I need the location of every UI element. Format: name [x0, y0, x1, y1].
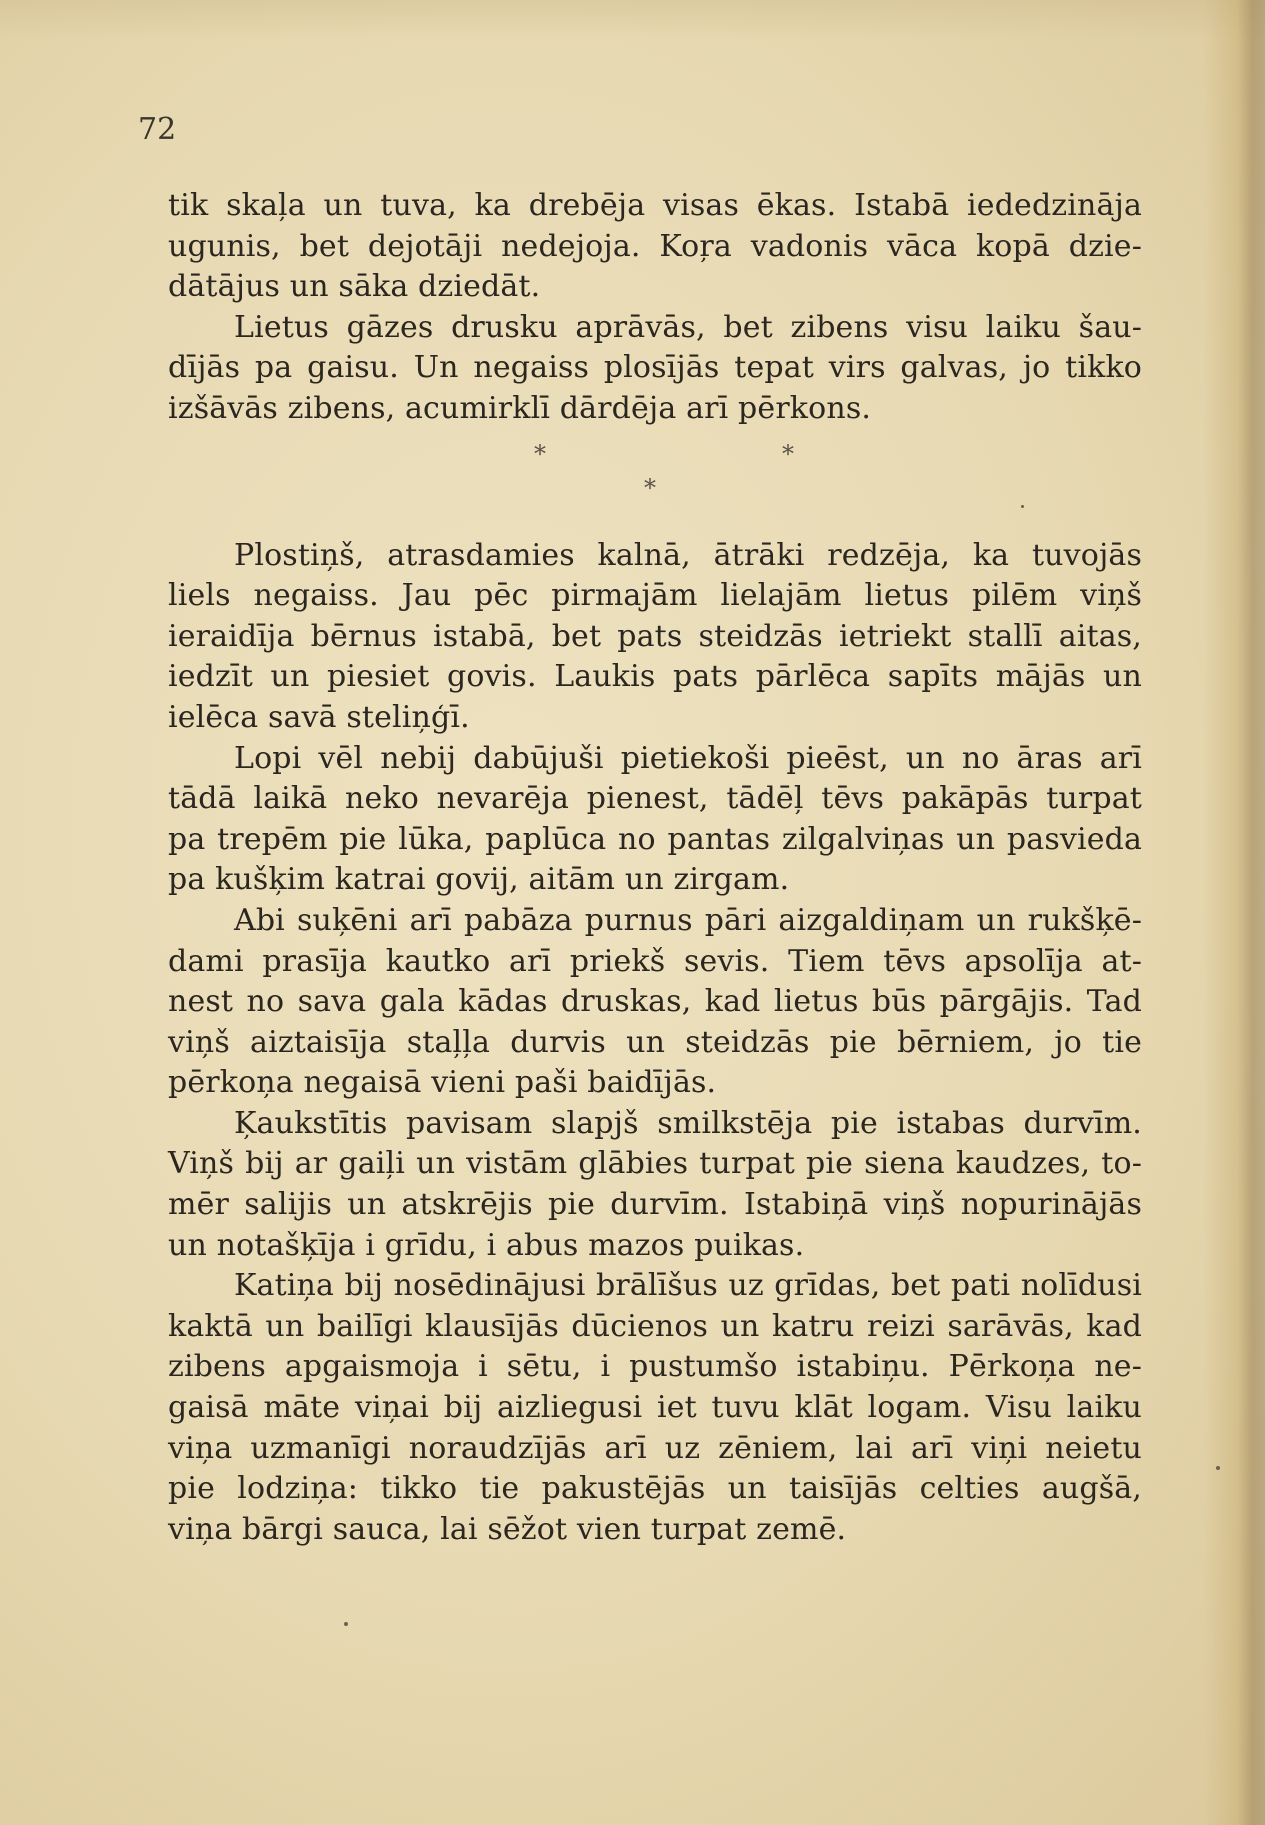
text-line: dījās pa gaisu. Un negaiss plosījās tepat virs galvas, jo tikko — [168, 350, 1142, 386]
text-line: iedzīt un piesiet govis. Laukis pats pārlēca sapīts mājās un — [168, 659, 1142, 695]
text-line: pa trepēm pie lūka, paplūca no pantas zilgalviņas un pasvieda — [168, 821, 1142, 857]
text-line: viņš aiztaisīja staļļa durvis un steidzās pie bērniem, jo tie — [168, 1024, 1142, 1060]
text-line: dātājus un sāka dziedāt. — [168, 269, 541, 305]
text-line: Lietus gāzes drusku aprāvās, bet zibens visu laiku šau- — [234, 309, 1142, 345]
text-line: un notašķīja i grīdu, i abus mazos puikas. — [168, 1227, 805, 1263]
text-line: Abi suķēni arī pabāza purnus pāri aizgaldiņam un rukšķē- — [234, 902, 1142, 938]
text-line: kaktā un bailīgi klausījās dūcienos un katru reizi sarāvās, kad — [168, 1308, 1142, 1344]
text-line: viņa uzmanīgi noraudzījās arī uz zēniem, lai arī viņi neietu — [168, 1430, 1142, 1466]
text-line: pie lodziņa: tikko tie pakustējās un taisījās celties augšā, — [168, 1471, 1142, 1507]
text-line: tādā laikā neko nevarēja pienest, tādēļ tēvs pakāpās turpat — [168, 781, 1142, 817]
text-line: Katiņa bij nosēdinājusi brālīšus uz grīdas, bet pati nolīdusi — [234, 1268, 1142, 1304]
section-break-star: * — [782, 439, 794, 468]
text-line: tik skaļa un tuva, ka drebēja visas ēkas. Istabā iededzināja — [168, 188, 1142, 223]
text-line: mēr salijis un atskrējis pie durvīm. Istabiņā viņš nopurinājās — [168, 1187, 1142, 1223]
section-break-star: * — [534, 439, 546, 468]
paragraph — [168, 186, 1142, 308]
text-line: pērkoņa negaisā vieni paši baidījās. — [168, 1065, 717, 1101]
section-break-star: * — [644, 473, 656, 502]
paper-speck — [1216, 1466, 1220, 1470]
text-line: Plostiņš, atrasdamies kalnā, ātrāki redzēja, ka tuvojās — [234, 537, 1142, 573]
text-line: Lopi vēl nebij dabūjuši pietiekoši pieēst, un no āras arī — [234, 740, 1142, 776]
paper-speck — [344, 1622, 348, 1626]
paragraph — [168, 1104, 1142, 1266]
text-line: izšāvās zibens, acumirklī dārdēja arī pērkons. — [168, 390, 872, 426]
text-line: ielēca savā steliņģī. — [168, 699, 470, 735]
page-number: 72 — [138, 112, 177, 147]
text-line: pa kušķim katrai govij, aitām un zirgam. — [168, 862, 790, 898]
text-line: liels negaiss. Jau pēc pirmajām lielajām lietus pilēm viņš — [168, 578, 1142, 614]
text-line: viņa bārgi sauca, lai sēžot vien turpat zemē. — [168, 1511, 847, 1547]
paragraph — [168, 536, 1142, 739]
paragraph — [168, 1266, 1142, 1550]
text-line: Viņš bij ar gaiļi un vistām glābies turpat pie siena kaudzes, to- — [168, 1146, 1142, 1182]
paragraph — [168, 901, 1142, 1104]
text-line: ieraidīja bērnus istabā, bet pats steidzās ietriekt stallī aitas, — [168, 618, 1142, 654]
text-line: Ķaukstītis pavisam slapjš smilkstēja pie istabas durvīm. — [234, 1105, 1142, 1141]
text-line: ugunis, bet dejotāji nedejoja. Koŗa vadonis vāca kopā dzie- — [168, 228, 1142, 264]
page-top-shading — [0, 0, 1265, 40]
text-line: zibens apgaismoja i sētu, i pustumšo istabiņu. Pērkoņa ne- — [168, 1349, 1142, 1385]
section-break — [168, 430, 1142, 536]
body-text — [168, 186, 1142, 1550]
text-line: dami prasīja kautko arī priekš sevis. Tiem tēvs apsolīja at- — [168, 943, 1142, 979]
text-line: gaisā māte viņai bij aizliegusi iet tuvu klāt logam. Visu laiku — [168, 1390, 1142, 1426]
paragraph — [168, 739, 1142, 901]
page-binding-edge — [1203, 0, 1265, 1825]
paragraph — [168, 308, 1142, 430]
text-line: nest no sava gala kādas druskas, kad lietus būs pārgājis. Tad — [168, 984, 1142, 1020]
